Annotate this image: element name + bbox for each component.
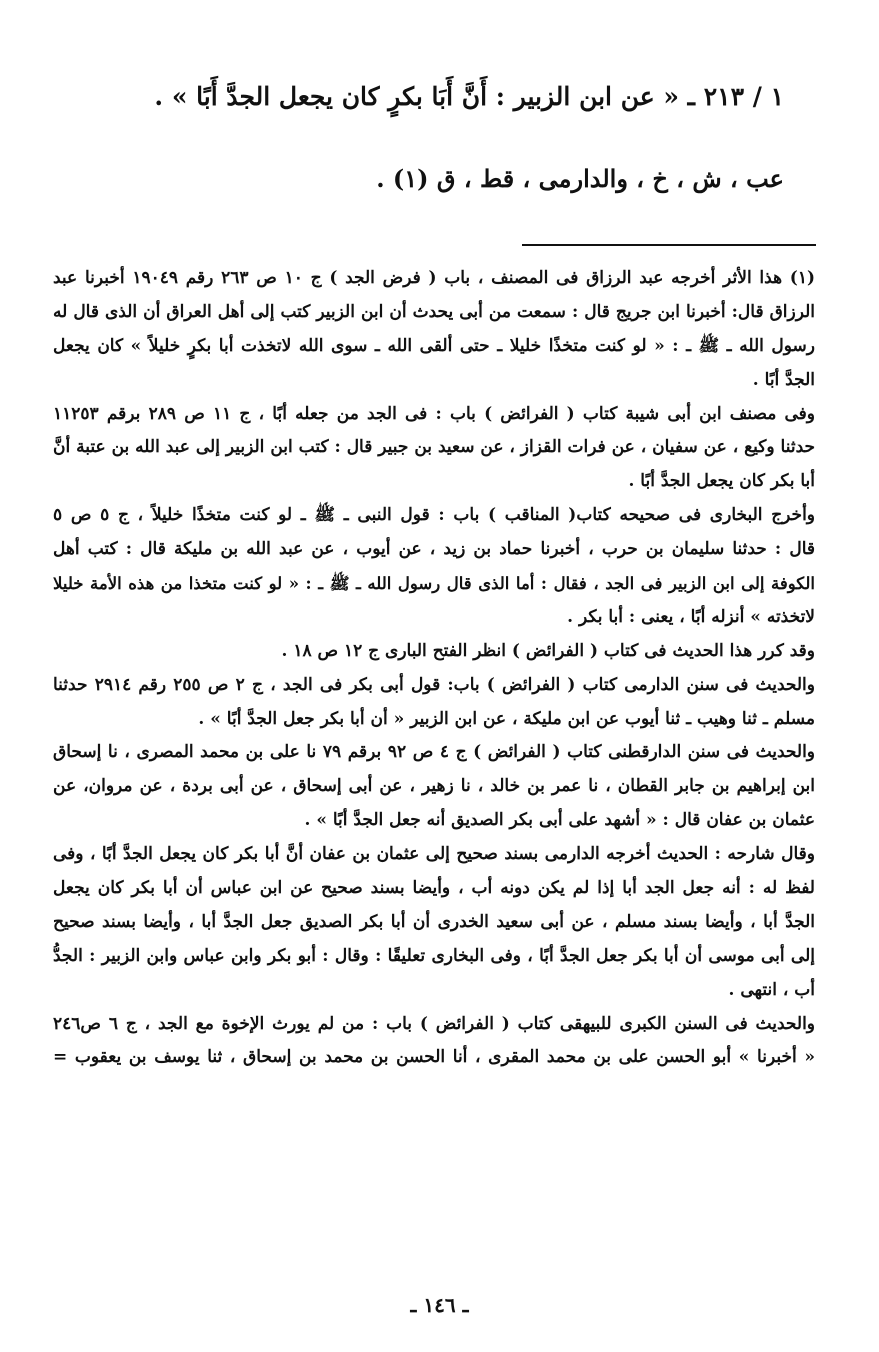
footnote-line: رسول الله ـ ﷺ ـ : « لو كنت متخذًا خليلا ـ حتى ألقى الله ـ سوى الله لاتخذت أبا بكرٍ خليلاً » كان يجعل <box>53 335 815 356</box>
footnote-line: (١) هذا الأثر أخرجه عبد الرزاق فى المصنف ، باب ( فرض الجد ) ج ١٠ ص ٢٦٣ رقم ١٩٠٤٩ أخبرنا عبد <box>53 268 815 288</box>
footnote-line: وأخرج البخارى فى صحيحه كتاب( المناقب ) باب : قول النبى ـ ﷺ ـ لو كنت متخذًا خليلاً ، ج ٥ ص ٥ <box>53 505 815 526</box>
footnote-line: الجدَّ أبا ، وأيضا بسند مسلم ، عن أبى سعيد الخدرى أن أبا بكر الصديق جعل الجدَّ أبا ، وأيضا بسند صحيح <box>53 911 815 932</box>
footnote-line: إلى أبى موسى أن أبا بكر جعل الجدَّ أبًا ، وفى البخارى تعليقًا : وقال : أبو بكر وابن عباس وابن الزبير : الجدُّ <box>53 945 815 966</box>
footnote-line: قال : حدثنا سليمان بن حرب ، أخبرنا حماد بن زيد ، عن أيوب ، عن عبد الله بن مليكة قال : كتب أهل <box>53 539 815 560</box>
footnote-line: وفى مصنف ابن أبى شيبة كتاب ( الفرائض ) باب : فى الجد من جعله أبًا ، ج ١١ ص ٢٨٩ برقم ١١٢٥٣ <box>53 403 815 424</box>
footnote-line: « أخبرنا » أبو الحسن على بن محمد المقرى ، أنا الحسن بن محمد بن إسحاق ، ثنا يوسف بن يعقوب = <box>53 1047 815 1068</box>
footnote-line: الرزاق قال: أخبرنا ابن جريج قال : سمعت من أبى يحدث أن ابن الزبير كتب إلى أهل العراق أن الذى قال له <box>53 301 815 322</box>
hadith-text: ١ / ٢١٣ ـ « عن ابن الزبير : أَنَّ أَبَا بكرٍ كان يجعل الجدَّ أَبًا » . <box>154 82 784 111</box>
footnote-line: والحديث فى سنن الدارمى كتاب ( الفرائض ) باب: قول أبى بكر فى الجد ، ج ٢ ص ٢٥٥ رقم ٢٩١٤ حدثنا <box>53 674 815 695</box>
footnote-line: لاتخذته » أنزله أبًا ، يعنى : أبا بكر . <box>567 606 815 627</box>
footnote-line: والحديث فى السنن الكبرى للبيهقى كتاب ( الفرائض ) باب : من لم يورث الإخوة مع الجد ، ج ٦ ص٢٤٦ <box>53 1013 815 1034</box>
footnote-line: أبا بكر كان يجعل الجدَّ أبًا . <box>628 471 815 492</box>
hadith-sources: عب ، ش ، خ ، والدارمى ، قط ، ق (١) . <box>376 164 784 193</box>
page-number: ـ ١٤٦ ـ <box>410 1293 469 1317</box>
footnote-line: الكوفة إلى ابن الزبير فى الجد ، فقال : أما الذى قال رسول الله ـ ﷺ ـ : « لو كنت متخذا من هذه الأمة خليلا <box>53 574 815 594</box>
footnote-line: وقد كرر هذا الحديث فى كتاب ( الفرائض ) انظر الفتح البارى ج ١٢ ص ١٨ . <box>281 640 815 661</box>
footnote-line: حدثنا وكيع ، عن سفيان ، عن فرات القزاز ، عن سعيد بن جبير قال : كتب ابن الزبير إلى عبد الله بن عتبة أنَّ <box>53 437 815 458</box>
footnote-divider <box>522 244 816 246</box>
footnote-line: الجدَّ أبًا . <box>752 369 815 390</box>
footnote-line: والحديث فى سنن الدارقطنى كتاب ( الفرائض ) ج ٤ ص ٩٢ برقم ٧٩ نا على بن محمد المصرى ، نا إسحاق <box>53 742 815 763</box>
footnote-line: ابن إبراهيم بن جابر القطان ، نا عمر بن خالد ، نا زهير ، عن أبى إسحاق ، عن أبى بردة ، عن مروان، عن <box>53 776 815 797</box>
footnotes-block <box>53 262 815 1075</box>
footnote-line: وقال شارحه : الحديث أخرجه الدارمى بسند صحيح إلى عثمان بن عفان أنَّ أبا بكر كان يجعل الجدَّ أبًا ، وفى <box>53 844 815 865</box>
footnote-line: أب ، انتهى . <box>728 979 815 1000</box>
footnote-line: عثمان بن عفان قال : « أشهد على أبى بكر الصديق أنه جعل الجدَّ أبًا » . <box>304 810 815 831</box>
footnote-line: لفظ له : أنه جعل الجد أبا إذا لم يكن دونه أب ، وأيضا بسند صحيح عن ابن عباس أن أبا بكر كان يجعل <box>53 878 815 899</box>
footnote-line: مسلم ـ ثنا وهيب ـ ثنا أيوب عن ابن مليكة ، عن ابن الزبير « أن أبا بكر جعل الجدَّ أبًا » . <box>198 708 815 729</box>
